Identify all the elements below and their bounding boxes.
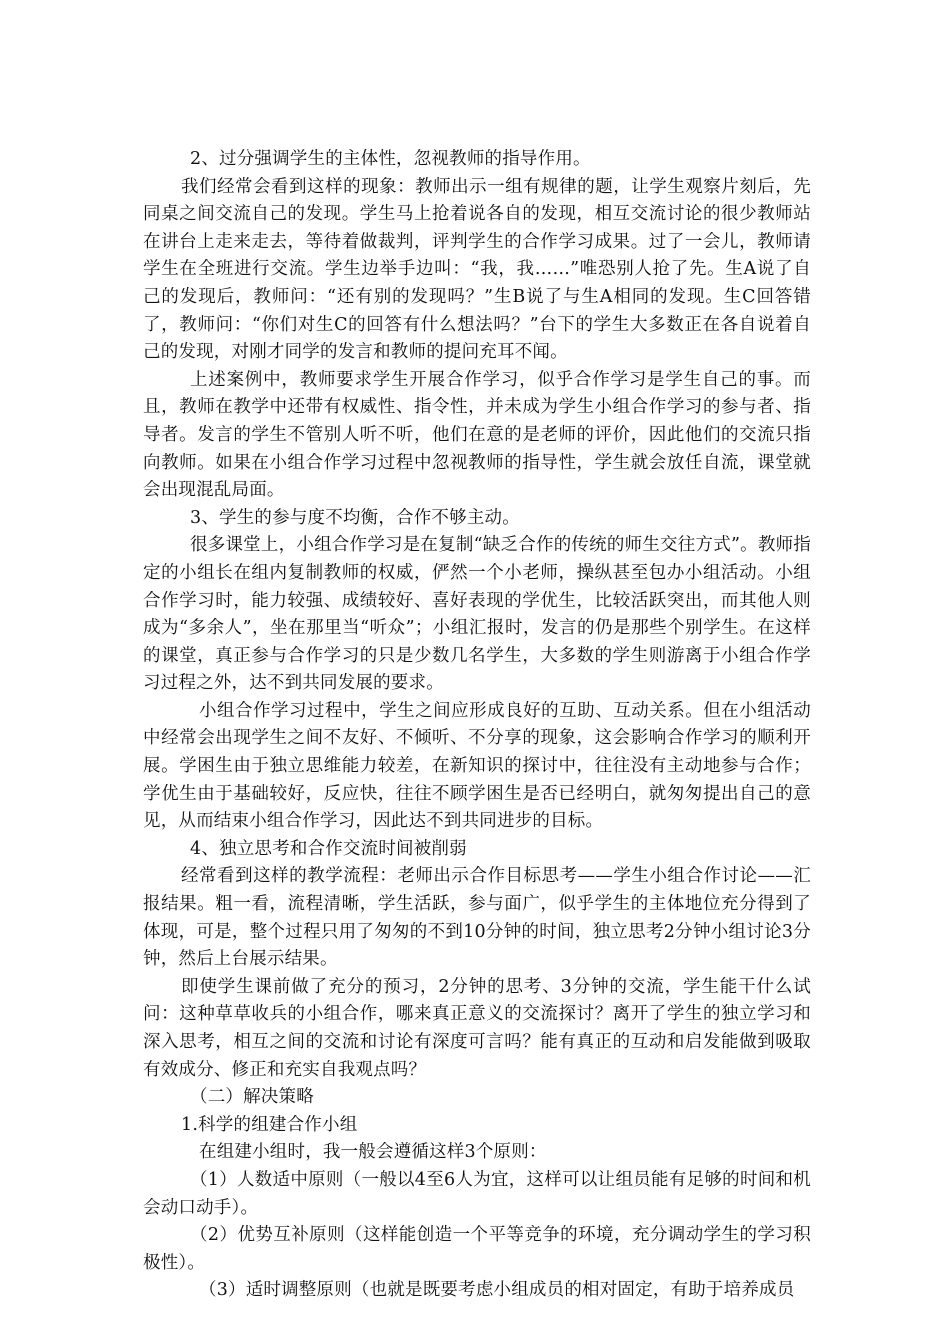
paragraph: 小组合作学习过程中，学生之间应形成良好的互助、互动关系。但在小组活动中经常会出现学生之间不友好、不倾听、不分享的现象，这会影响合作学习的顺利开展。学困生由于独立思维能力较差，在新知识的探讨中，往往没有主动地参与合作；学优生由于基础较好，反应快，往往不顾学困生是否已经明白，就匆匆提出自己的意见，从而结束小组合作学习，因此达不到共同进步的目标。 [143,700,811,832]
list-item: （2）优势互补原则（这样能创造一个平等竞争的环境，充分调动学生的学习积极性）。 [143,1225,811,1273]
paragraph: 在组建小组时，我一般会遵循这样3个原则： [199,1142,547,1163]
document-body [143,146,811,1305]
paragraph: 即使学生课前做了充分的预习，2分钟的思考、3分钟的交流，学生能干什么试问：这种草草收兵的小组合作，哪来真正意义的交流探讨？离开了学生的独立学习和深入思考，相互之间的交流和讨论有深度可言吗？能有真正的互动和启发能做到吸取有效成分、修正和充实自我观点吗？ [143,976,811,1080]
section-heading: （二）解决策略 [190,1087,314,1108]
paragraph: 1.科学的组建合作小组 [181,1114,358,1135]
paragraph: 经常看到这样的教学流程：老师出示合作目标思考——学生小组合作讨论——汇报结果。粗一看，流程清晰，学生活跃，参与面广，似乎学生的主体地位充分得到了体现，可是，整个过程只用了匆匆的不到10分钟的时间，独立思考2分钟小组讨论3分钟，然后上台展示结果。 [143,866,811,970]
paragraph: 上述案例中，教师要求学生开展合作学习，似乎合作学习是学生自己的事。而且，教师在教学中还带有权威性、指令性，并未成为学生小组合作学习的参与者、指导者。发言的学生不管别人听不听，他们在意的是老师的评价，因此他们的交流只指向教师。如果在小组合作学习过程中忽视教师的指导性，学生就会放任自流，课堂就会出现混乱局面。 [143,369,811,501]
paragraph: 2、过分强调学生的主体性，忽视教师的指导作用。 [190,149,591,169]
paragraph: 很多课堂上，小组合作学习是在复制“缺乏合作的传统的师生交往方式”。教师指定的小组长在组内复制教师的权威，俨然一个小老师，操纵甚至包办小组活动。小组合作学习时，能力较强、成绩较好、喜好表现的学优生，比较活跃突出，而其他人则成为“多余人”，坐在那里当“听众”；小组汇报时，发言的仍是那些个别学生。在这样的课堂，真正参与合作学习的只是少数几名学生，大多数的学生则游离于小组合作学习过程之外，达不到共同发展的要求。 [143,535,811,694]
paragraph: 4、独立思考和合作交流时间被削弱 [190,838,467,859]
list-item: （3）适时调整原则（也就是既要考虑小组成员的相对固定，有助于培养成员 [199,1280,795,1301]
paragraph: 3、学生的参与度不均衡，合作不够主动。 [190,507,520,528]
list-item: （1）人数适中原则（一般以4至6人为宜，这样可以让组员能有足够的时间和机会动口动手）。 [143,1169,811,1218]
paragraph: 我们经常会看到这样的现象：教师出示一组有规律的题，让学生观察片刻后，先同桌之间交流自己的发现。学生马上抢着说各自的发现，相互交流讨论的很少教师站在讲台上走来走去，等待着做裁判，评判学生的合作学习成果。过了一会儿，教师请学生在全班进行交流。学生边举手边叫：“我，我……”唯恐别人抢了先。生A说了自己的发现后，教师问：“还有别的发现吗？”生B说了与生A相同的发现。生C回答错了，教师问：“你们对生C的回答有什么想法吗？”台下的学生大多数正在各自说着自己的发现，对刚才同学的发言和教师的提问充耳不闻。 [143,176,811,363]
